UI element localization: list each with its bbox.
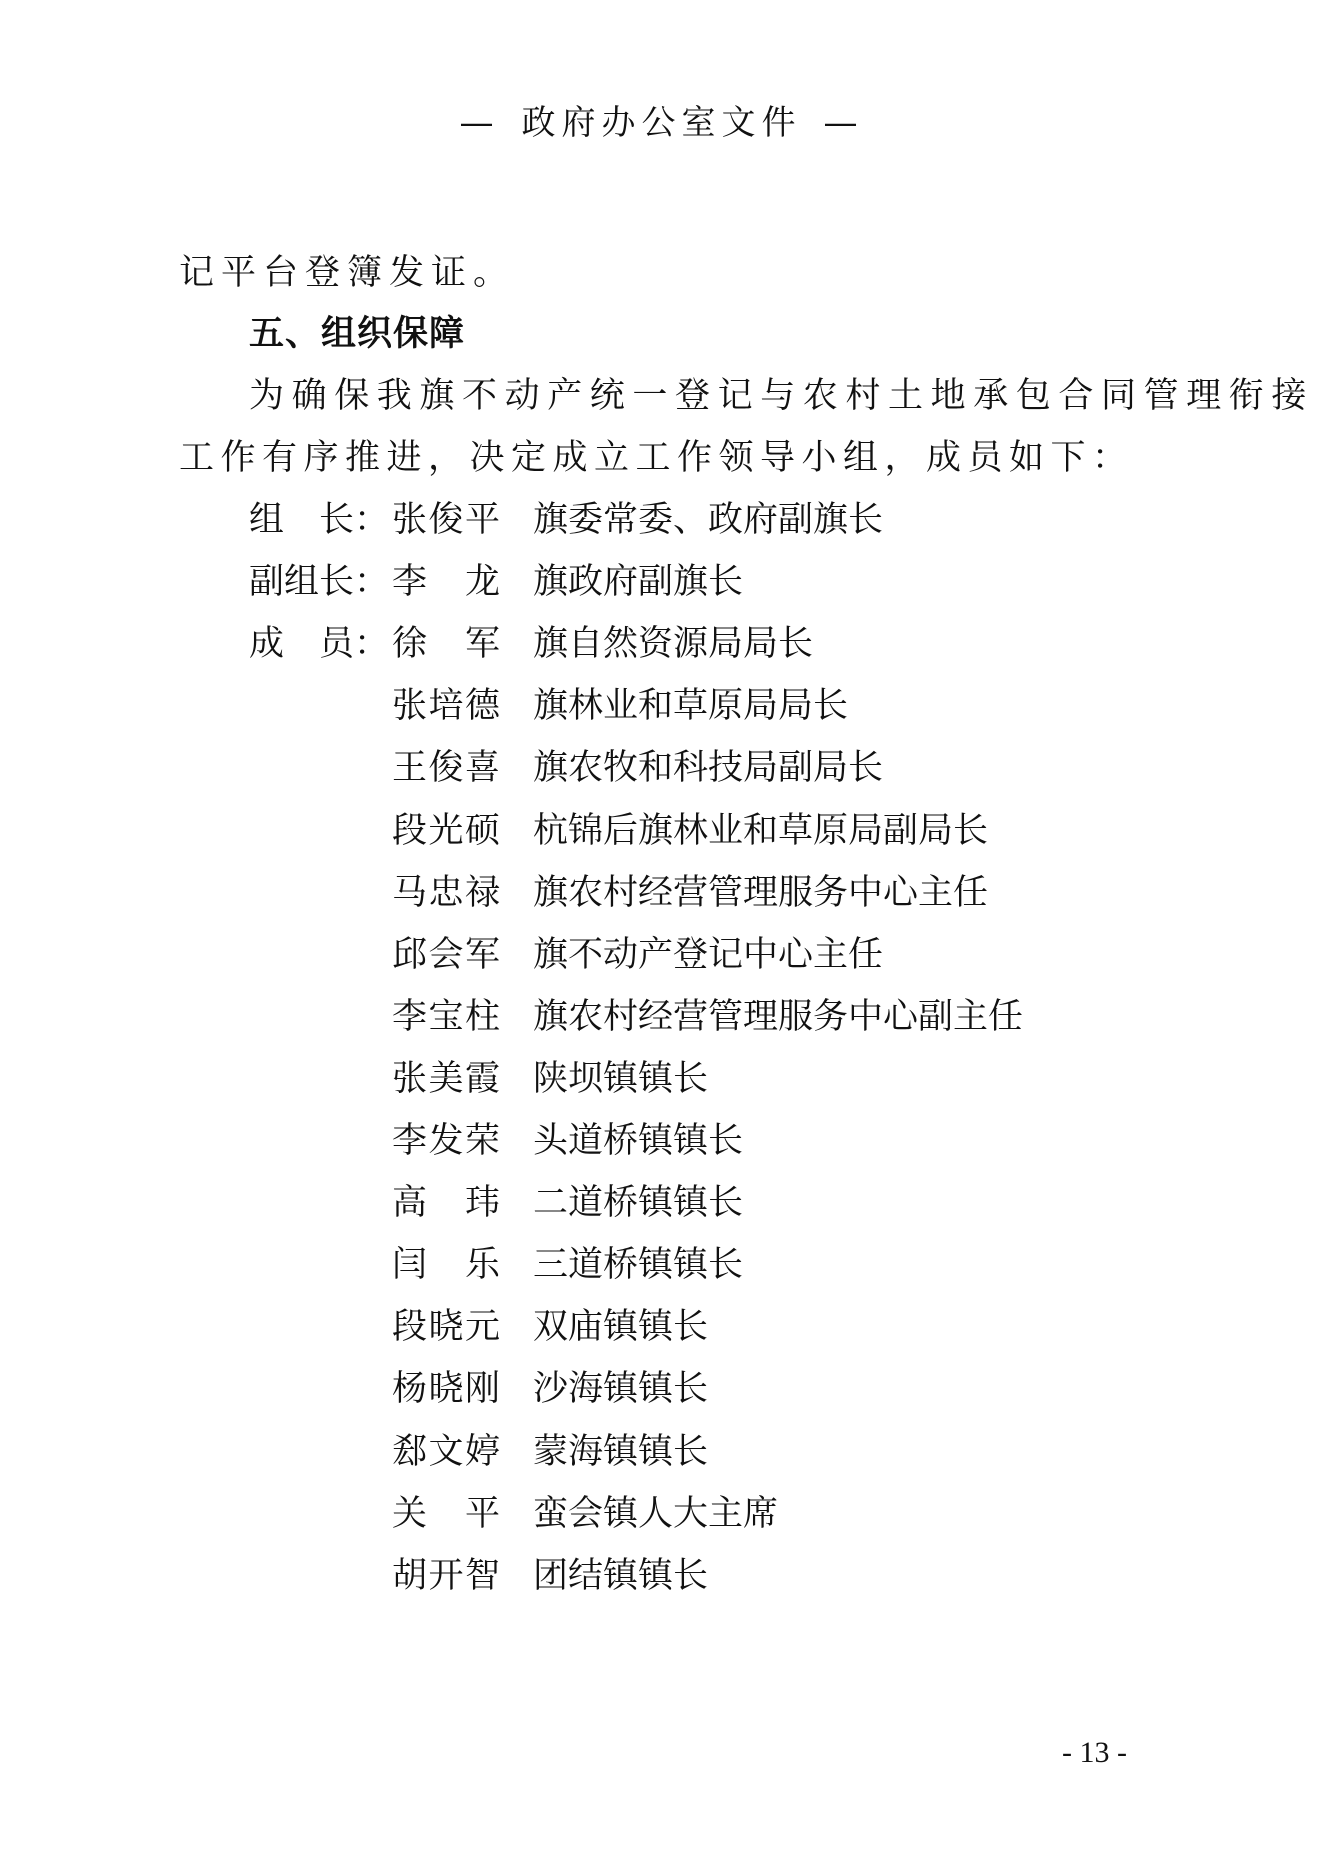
member-title: 旗农牧和科技局副局长 (533, 748, 884, 789)
member-title: 二道桥镇镇长 (533, 1183, 744, 1224)
member-title: 双庙镇镇长 (533, 1307, 709, 1348)
member-title: 旗农村经营管理服务中心副主任 (533, 996, 1024, 1037)
member-title: 旗委常委、政府副旗长 (533, 500, 884, 540)
member-title: 旗自然资源局局长 (533, 624, 814, 665)
section-heading: 五、组织保障 (249, 314, 466, 354)
member-name: 马忠禄 (392, 872, 502, 913)
member-title: 陕坝镇镇长 (533, 1058, 709, 1099)
intro-line-2: 工作有序推进，决定成立工作领导小组，成员如下： (179, 438, 1134, 478)
member-title: 杭锦后旗林业和草原局副局长 (533, 810, 989, 851)
page-number: - 13 - (1062, 1736, 1127, 1769)
member-name: 杨晓刚 (392, 1369, 502, 1410)
member-title: 团结镇镇长 (533, 1555, 709, 1596)
member-name: 李 龙 (392, 562, 502, 603)
member-title: 三道桥镇镇长 (533, 1245, 744, 1286)
member-name: 张美霞 (392, 1058, 502, 1099)
intro-line-1: 为确保我旗不动产统一登记与农村土地承包合同管理衔接 (249, 376, 1315, 416)
continuation-text: 记平台登簿发证。 (179, 253, 516, 293)
member-name: 邱会军 (392, 934, 502, 975)
member-name: 张俊平 (392, 500, 502, 540)
member-name: 李宝柱 (392, 996, 502, 1037)
member-name: 李发荣 (392, 1121, 502, 1161)
member-role: 成 员： (249, 624, 390, 665)
document-header (0, 103, 1323, 143)
member-name: 高 玮 (392, 1183, 502, 1224)
member-title: 旗政府副旗长 (533, 562, 744, 603)
member-title: 蒙海镇镇长 (533, 1431, 709, 1472)
member-name: 张培德 (392, 686, 502, 727)
member-name: 闫 乐 (392, 1245, 502, 1286)
header-title: 政府办公室文件 (521, 103, 802, 143)
member-title: 蛮会镇人大主席 (533, 1493, 779, 1534)
member-name: 段晓元 (392, 1307, 502, 1348)
member-name: 徐 军 (392, 624, 502, 665)
member-name: 胡开智 (392, 1555, 502, 1596)
member-title: 沙海镇镇长 (533, 1369, 709, 1410)
member-title: 头道桥镇镇长 (533, 1121, 744, 1161)
header-dash-right: — (823, 103, 864, 143)
member-title: 旗不动产登记中心主任 (533, 934, 884, 975)
member-title: 旗林业和草原局局长 (533, 686, 849, 727)
member-name: 关 平 (392, 1493, 502, 1534)
member-name: 段光硕 (392, 810, 502, 851)
header-dash-left: — (459, 103, 500, 143)
member-title: 旗农村经营管理服务中心主任 (533, 872, 989, 913)
member-role: 副组长： (249, 562, 390, 603)
member-name: 王俊喜 (392, 748, 502, 789)
member-name: 郄文婷 (392, 1431, 502, 1472)
member-role: 组 长： (249, 500, 390, 540)
